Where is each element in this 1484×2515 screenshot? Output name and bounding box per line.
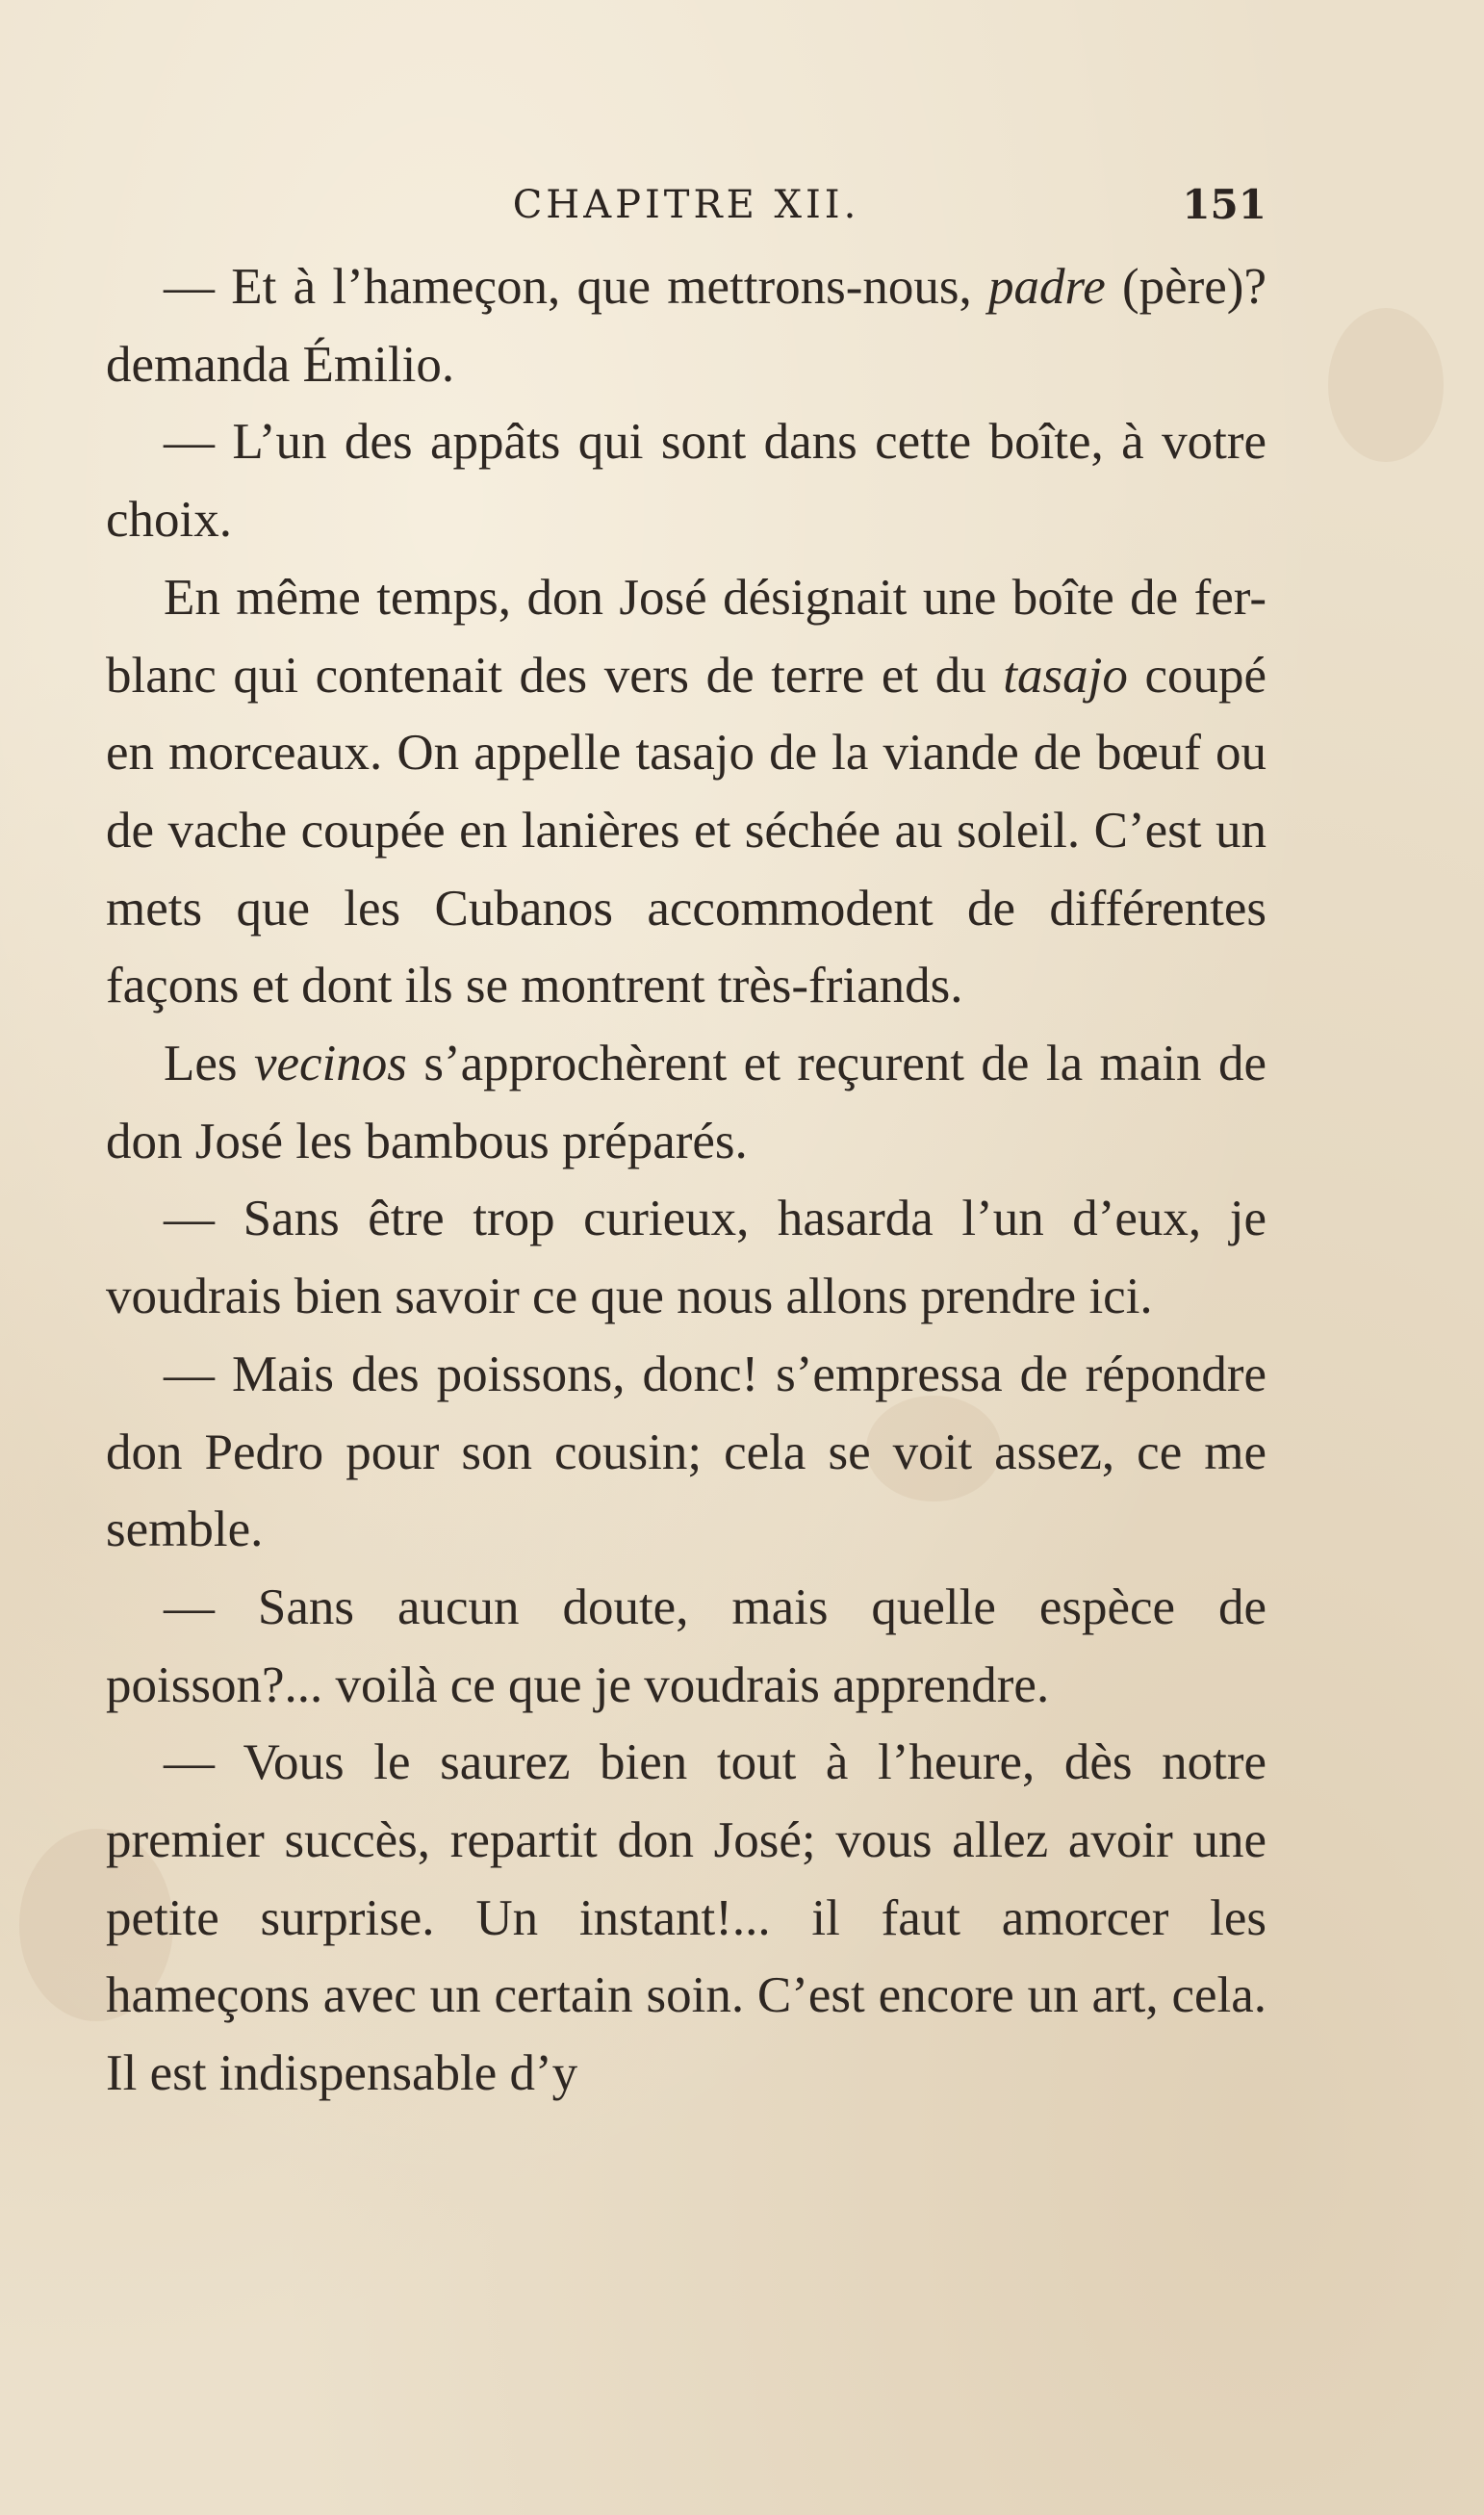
text-run: En même temps, don José désignait une boîte de fer-blanc qui contenait des vers de terre et du bbox=[106, 569, 1267, 704]
paragraph bbox=[106, 1724, 1267, 2113]
paragraph bbox=[106, 248, 1267, 403]
paragraph bbox=[106, 1336, 1267, 1569]
paragraph bbox=[106, 1569, 1267, 1724]
italic-text: vecinos bbox=[253, 1036, 407, 1092]
chapter-title: CHAPITRE XII. bbox=[512, 183, 860, 227]
text-run: Les bbox=[164, 1036, 254, 1092]
italic-text: padre bbox=[988, 259, 1106, 315]
text-run: (père)? demanda Émilio. bbox=[106, 259, 1267, 393]
paragraph bbox=[106, 559, 1267, 1025]
text-run: — Vous le saurez bien tout à l’heure, dès notre premier succès, repartit don José; vous allez avoir une petite surprise. Un instant!... il faut amorcer les hameçons avec un certain soin. C’est encore un art, cela. Il est indispensable d’y bbox=[106, 1734, 1267, 2102]
text-run: — L’un des appâts qui sont dans cette boîte, à votre choix. bbox=[106, 414, 1267, 549]
paragraph bbox=[106, 1025, 1267, 1180]
text-run: coupé en morceaux. On appelle tasajo de la viande de bœuf ou de vache coupée en lanières et séchée au soleil. C’est un mets que les Cubanos accommodent de différentes façons et dont ils se montrent très-friands. bbox=[106, 647, 1267, 1014]
paper-stain bbox=[1328, 308, 1444, 462]
text-run: — Sans être trop curieux, hasarda l’un d’eux, je voudrais bien savoir ce que nous allons prendre ici. bbox=[106, 1191, 1267, 1325]
paragraph bbox=[106, 403, 1267, 558]
running-head bbox=[106, 177, 1267, 235]
text-run: — Sans aucun doute, mais quelle espèce de poisson?... voilà ce que je voudrais apprendre. bbox=[106, 1578, 1267, 1713]
text-run: — Mais des poissons, donc! s’empressa de répondre don Pedro pour son cousin; cela se voit assez, ce me semble. bbox=[106, 1346, 1267, 1558]
italic-text: tasajo bbox=[1003, 647, 1128, 704]
text-run: — Et à l’hameçon, que mettrons-nous, bbox=[164, 259, 989, 315]
page-number: 151 bbox=[1182, 181, 1267, 228]
paragraph bbox=[106, 1180, 1267, 1335]
body-text bbox=[106, 248, 1267, 2113]
text-run: s’approchèrent et reçurent de la main de don José les bambous préparés. bbox=[106, 1036, 1267, 1169]
